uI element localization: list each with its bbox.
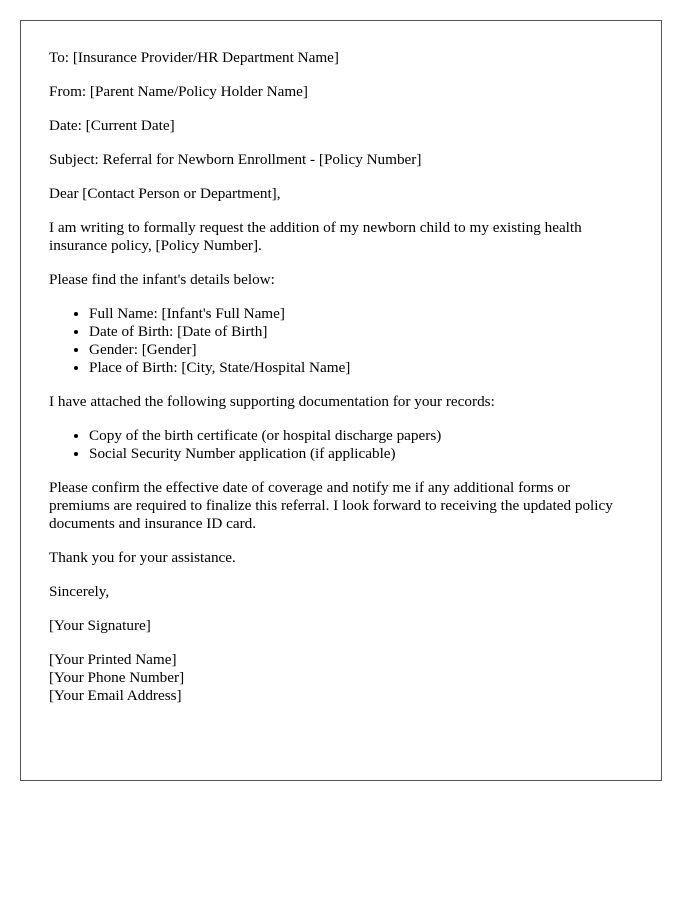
subject-line: Subject: Referral for Newborn Enrollment - [Policy Number] xyxy=(49,151,422,168)
list-item: • Gender: [Gender] xyxy=(89,341,633,359)
documents-list xyxy=(49,427,633,463)
sender-line: From: [Parent Name/Policy Holder Name] xyxy=(49,83,308,100)
signature-placeholder: [Your Signature] xyxy=(49,617,151,634)
email-address: [Your Email Address] xyxy=(49,687,182,704)
list-item: • Social Security Number application (if applicable) xyxy=(89,445,633,463)
list-item: • Date of Birth: [Date of Birth] xyxy=(89,323,633,341)
thanks-line: Thank you for your assistance. xyxy=(49,549,236,566)
intro-paragraph: I am writing to formally request the addition of my newborn child to my existing health insurance policy, [Policy Number]. xyxy=(49,219,582,254)
contact-block xyxy=(49,651,633,705)
list-item: • Place of Birth: [City, State/Hospital Name] xyxy=(89,359,633,377)
docs-intro: I have attached the following supporting documentation for your records: xyxy=(49,393,495,410)
list-item: • Full Name: [Infant's Full Name] xyxy=(89,305,633,323)
closing-line: Sincerely, xyxy=(49,583,110,600)
letter-document xyxy=(20,20,662,781)
confirm-paragraph: Please confirm the effective date of coverage and notify me if any additional forms or premiums are required to finalize this referral. I look forward to receiving the updated policy documents and insurance ID card. xyxy=(49,479,613,532)
list-item: • Copy of the birth certificate (or hospital discharge papers) xyxy=(89,427,633,445)
recipient-line: To: [Insurance Provider/HR Department Name] xyxy=(49,49,339,66)
details-intro: Please find the infant's details below: xyxy=(49,271,275,288)
printed-name: [Your Printed Name] xyxy=(49,651,177,668)
salutation: Dear [Contact Person or Department], xyxy=(49,185,281,202)
infant-details-list xyxy=(49,305,633,377)
phone-number: [Your Phone Number] xyxy=(49,669,185,686)
date-line: Date: [Current Date] xyxy=(49,117,175,134)
